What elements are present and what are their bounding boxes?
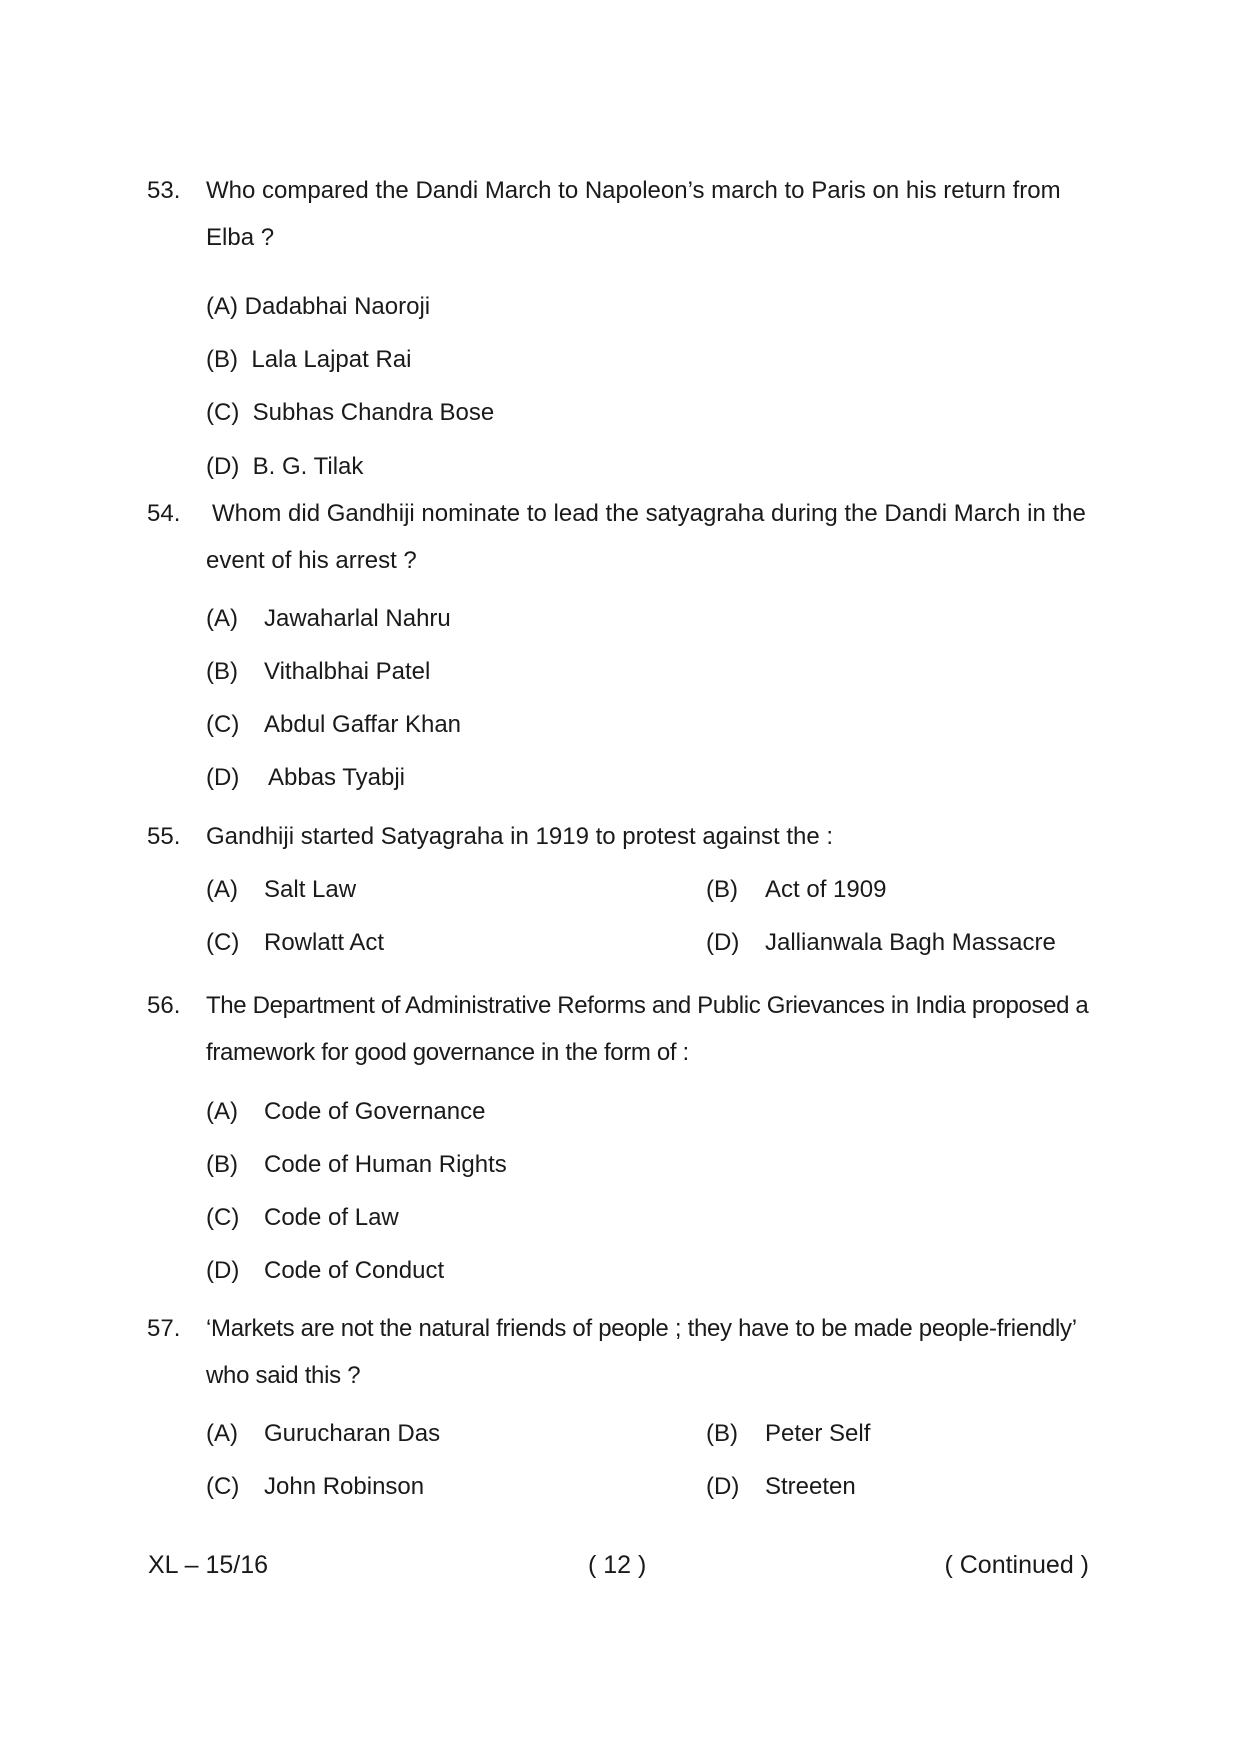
option-55-a — [206, 866, 356, 913]
question-number: 56. — [147, 992, 181, 1019]
option-label: (B) — [206, 1151, 238, 1178]
option-text: Jawaharlal Nahru — [264, 605, 451, 632]
option-55-b — [706, 866, 886, 913]
question-text: ‘Markets are not the natural friends of people ; they have to be made people-friendly’ who said this ? — [206, 1315, 1076, 1389]
option-label: (B) — [206, 346, 238, 373]
option-56-d — [206, 1247, 444, 1294]
option-label: (C) — [206, 929, 240, 956]
option-label: (B) — [706, 876, 738, 903]
option-53-d — [206, 443, 363, 490]
option-text: Abbas Tyabji — [268, 764, 405, 791]
option-55-d — [706, 919, 1056, 966]
option-label: (A) — [206, 605, 238, 632]
option-label: (B) — [206, 658, 238, 685]
option-label: (C) — [206, 711, 240, 738]
option-text: Salt Law — [264, 876, 357, 903]
option-label: (A) — [206, 876, 238, 903]
option-56-a — [206, 1088, 485, 1135]
option-label: (B) — [706, 1420, 738, 1447]
option-57-b — [706, 1410, 870, 1457]
question-number: 54. — [147, 500, 181, 527]
option-53-c — [206, 389, 494, 436]
option-text: Code of Law — [264, 1204, 399, 1231]
question-number: 55. — [147, 823, 181, 850]
question-number: 57. — [147, 1315, 181, 1342]
question-text: The Department of Administrative Reforms and Public Grievances in India proposed a framework for good governance in the form of : — [206, 992, 1089, 1066]
option-label: (C) — [206, 1204, 240, 1231]
question-text: Gandhiji started Satyagraha in 1919 to protest against the : — [206, 823, 834, 850]
option-text: Code of Conduct — [264, 1257, 445, 1284]
option-56-b — [206, 1141, 507, 1188]
option-text: John Robinson — [264, 1473, 425, 1500]
option-53-a — [206, 283, 430, 330]
option-text: Dadabhai Naoroji — [244, 293, 431, 320]
option-57-c — [206, 1463, 424, 1510]
question-number: 53. — [147, 177, 181, 204]
option-label: (D) — [206, 1257, 240, 1284]
option-label: (D) — [706, 1473, 740, 1500]
option-label: (D) — [206, 453, 240, 480]
paper-code: XL – 15/16 — [148, 1551, 269, 1579]
option-text: Code of Human Rights — [264, 1151, 507, 1178]
option-55-c — [206, 919, 384, 966]
option-57-a — [206, 1410, 440, 1457]
option-label: (A) — [206, 1098, 238, 1125]
option-label: (A) — [206, 293, 238, 320]
option-57-d — [706, 1463, 856, 1510]
option-text: Vithalbhai Patel — [264, 658, 431, 685]
option-56-c — [206, 1194, 399, 1241]
option-text: Peter Self — [765, 1420, 871, 1447]
continued-label: ( Continued ) — [944, 1551, 1089, 1579]
option-text: Gurucharan Das — [264, 1420, 441, 1447]
option-54-b — [206, 648, 430, 695]
option-54-a — [206, 595, 451, 642]
option-text: Code of Governance — [264, 1098, 486, 1125]
option-53-b — [206, 336, 411, 383]
question-text: Who compared the Dandi March to Napoleon’s march to Paris on his return from Elba ? — [206, 177, 1061, 251]
page-number: ( 12 ) — [588, 1551, 647, 1579]
option-54-d — [206, 754, 405, 801]
option-label: (D) — [706, 929, 740, 956]
option-text: Rowlatt Act — [264, 929, 385, 956]
option-text: Streeten — [765, 1473, 856, 1500]
option-label: (D) — [206, 764, 240, 791]
option-54-c — [206, 701, 461, 748]
option-text: Act of 1909 — [765, 876, 887, 903]
option-label: (C) — [206, 1473, 240, 1500]
option-label: (C) — [206, 399, 240, 426]
option-text: Abdul Gaffar Khan — [264, 711, 462, 738]
option-text: Subhas Chandra Bose — [252, 399, 495, 426]
question-text: Whom did Gandhiji nominate to lead the satyagraha during the Dandi March in the event of his arrest ? — [206, 500, 1086, 574]
option-text: Lala Lajpat Rai — [251, 346, 412, 373]
option-text: Jallianwala Bagh Massacre — [765, 929, 1056, 956]
option-text: B. G. Tilak — [252, 453, 364, 480]
option-label: (A) — [206, 1420, 238, 1447]
